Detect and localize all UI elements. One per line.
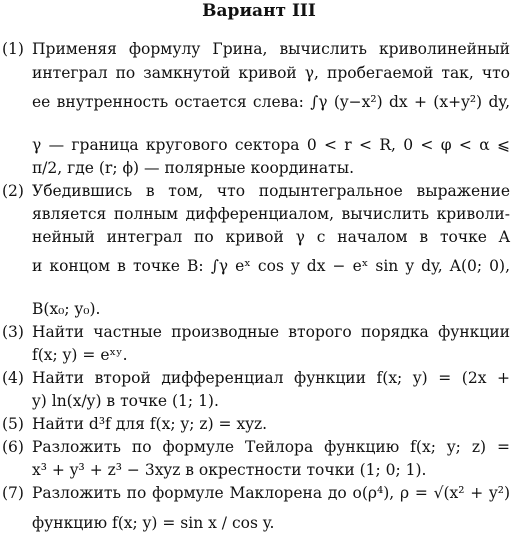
problem-number: (3) (2, 323, 24, 341)
problem-line: γ — граница кругового сектора 0 < r < R, 0 < φ < α ⩽ (32, 136, 510, 154)
problem-number: (1) (2, 40, 24, 58)
problem-line: является полным дифференциалом, вычислить криволи- (32, 205, 510, 223)
problem-line: Найти d³f для f(x; y; z) = xyz. (32, 415, 268, 433)
problem-number: (7) (2, 484, 24, 502)
page-title: Вариант III (202, 1, 316, 21)
problem-number: (2) (2, 182, 24, 200)
problem-line: x³ + y³ + z³ − 3xyz в окрестности точки (1; 0; 1). (32, 461, 427, 479)
problem-line: π/2, где (r; ϕ) — полярные координаты. (32, 159, 354, 177)
problem-line: Найти частные производные второго порядка функции (32, 323, 510, 341)
problem-line: ее внутренность остается слева: ∫γ (y−x²) dx + (x+y²) dy, (32, 93, 510, 111)
problem-line: B(x₀; y₀). (32, 300, 101, 318)
problem-number: (5) (2, 415, 24, 433)
problem-line: f(x; y) = eˣʸ. (32, 346, 128, 364)
problem-line: Убедившись в том, что подынтегральное выражение (32, 182, 510, 200)
problem-line: Разложить по формуле Маклорена до o(ρ⁴), ρ = √(x² + y²) (32, 484, 510, 502)
problem-number: (4) (2, 369, 24, 387)
problem-line: Разложить по формуле Тейлора функцию f(x; y; z) = (32, 438, 510, 456)
problem-line: функцию f(x; y) = sin x / cos y. (32, 514, 275, 532)
problem-number: (6) (2, 438, 24, 456)
problem-line: и концом в точке B: ∫γ eˣ cos y dx − eˣ sin y dy, A(0; 0), (32, 257, 510, 275)
problem-line: интеграл по замкнутой кривой γ, пробегаемой так, что (32, 64, 510, 82)
problem-line: Применяя формулу Грина, вычислить криволинейный (32, 40, 510, 58)
problem-line: y) ln(x/y) в точке (1; 1). (32, 392, 219, 410)
problem-line: Найти второй дифференциал функции f(x; y) = (2x + (32, 369, 510, 387)
problem-line: нейный интеграл по кривой γ с началом в точке A (32, 228, 510, 246)
